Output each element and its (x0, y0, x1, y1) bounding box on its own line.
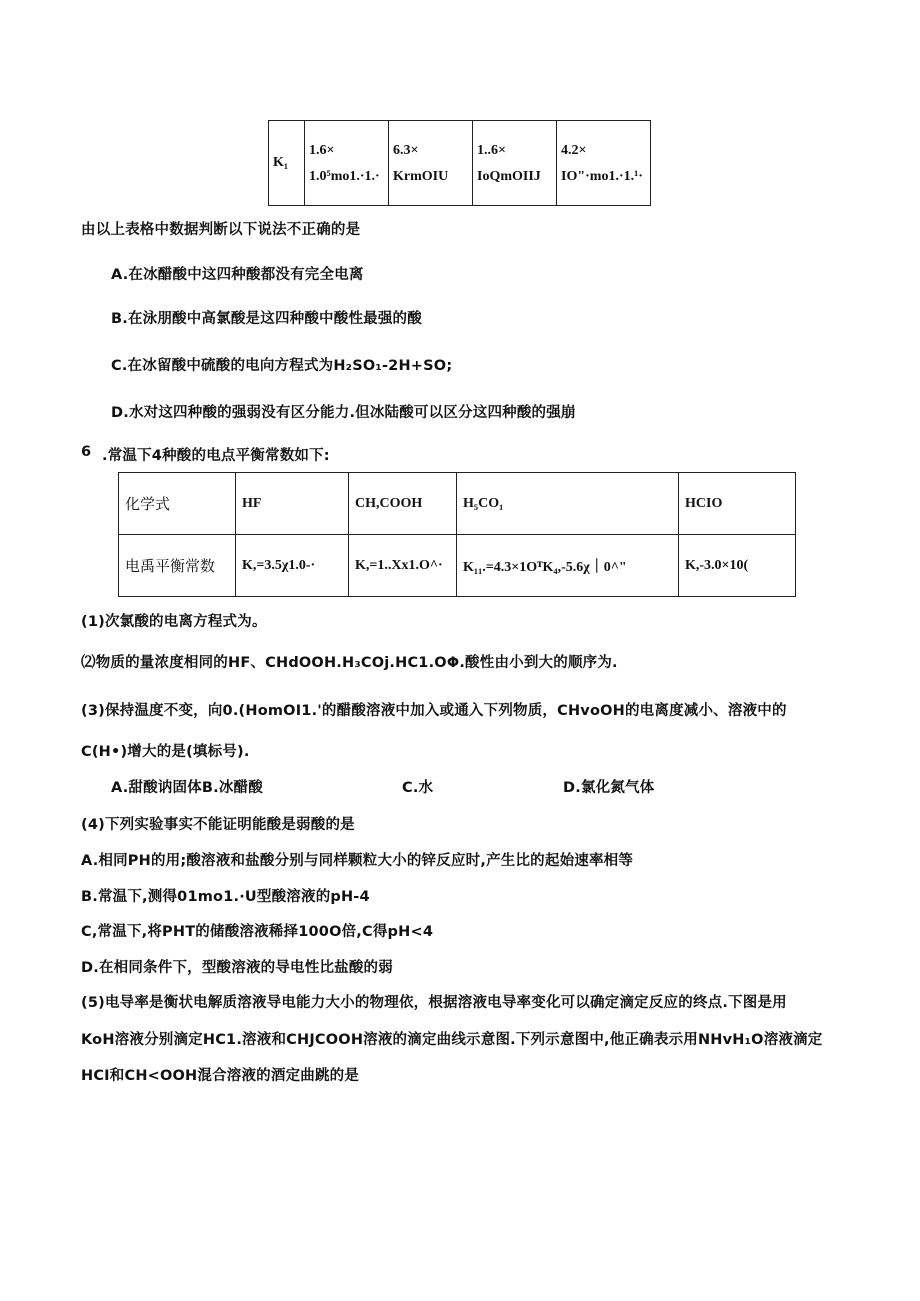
q5-option-d: D.水对这四种酸的强弱没有区分能力.但冰陆酸可以区分这四种酸的强崩 (111, 405, 576, 421)
q6-part4-option-c: C,常温下,将PHT的储酸溶液稀择100O倍,C得pH<4 (81, 924, 434, 940)
table-row (119, 535, 796, 597)
header-h2co3: H₅CO₁ (457, 473, 679, 535)
ka-cell-1 (305, 121, 389, 206)
q6-part5-line1: (5)电导率是衡状电解质溶液导电能力大小的物理依，根据溶液电导率变化可以确定滴定反应的终点.下图是用 (81, 995, 787, 1011)
ka-ch3cooh: K,=1..Xx1.O^· (349, 535, 457, 597)
q6-part5-line2: KoH溶液分别滴定HC1.溶液和CHJCOOH溶液的滴定曲线示意图.下列示意图中,他正确表示用NHvH₁O溶液滴定 (81, 1032, 823, 1048)
ka-hf: K,=3.5χ1.0-· (236, 535, 349, 597)
header-ch3cooh: CH,COOH (349, 473, 457, 535)
ka-cell-3-line1: 1..6× (477, 143, 506, 158)
ka-cell-3 (473, 121, 557, 206)
q5-option-a: A.在冰醋酸中这四种酸都没有完全电离 (111, 267, 364, 283)
header-hf: HF (236, 473, 349, 535)
q6-number: 6 (81, 444, 92, 460)
row-label-ka: 电禹平衡常数 (119, 535, 236, 597)
ka-cell-2 (389, 121, 473, 206)
ka-cell-2-line2: KrmOIU (393, 169, 449, 184)
q5-stem: 由以上表格中数据判断以下说法不正确的是 (81, 222, 361, 238)
q5-option-c: C.在冰留酸中硫酸的电向方程式为H₂SO₁-2H+SO; (111, 358, 453, 374)
ka-label-cell (269, 121, 305, 206)
ka-cell-4-line2: IO"·mo1.·1.¹· (561, 169, 643, 184)
ka-cell-2-line1: 6.3× (393, 143, 419, 158)
q5-option-b: B.在泳朋酸中高氯酸是这四种酸中酸性最强的酸 (111, 311, 422, 327)
q6-stem: .常温下4种酸的电点平衡常数如下: (102, 448, 330, 464)
q6-part3-line1: (3)保持温度不变，向0.(HomOI1.'的醋酸溶液中加入或通入下列物质，CHvoOH的电离度减小、溶液中的 (81, 703, 787, 719)
ka-cell-3-line2: IoQmOIIJ (477, 169, 541, 184)
ka-cell-4 (557, 121, 651, 206)
q6-part3-option-c: C.水 (402, 780, 434, 796)
q6-part2: ⑵物质的量浓度相同的HF、CHdOOH.H₃COj.HC1.OΦ.酸性由小到大的顺序为. (81, 655, 618, 671)
ka-table-1 (268, 120, 651, 206)
header-formula: 化学式 (119, 473, 236, 535)
q6-part4-option-d: D.在相同条件下，型酸溶液的导电性比盐酸的弱 (81, 960, 393, 976)
header-hclo: HCIO (679, 473, 796, 535)
ka-cell-1-line2: 1.0⁵mo1.·1.· (309, 169, 380, 184)
ka-label: K₁ (273, 155, 289, 170)
ka-cell-4-line1: 4.2× (561, 143, 587, 158)
q6-part4-option-b: B.常温下,测得01mo1.·U型酸溶液的pH-4 (81, 889, 370, 905)
q6-part3-option-ab: A.甜酸讷固体B.冰醋酸 (111, 780, 263, 796)
q6-part3-option-d: D.氯化氮气体 (563, 780, 655, 796)
ka-table-2 (118, 472, 796, 597)
ka-hclo: K,-3.0×10( (679, 535, 796, 597)
q6-part5-line3: HCI和CH<OOH混合溶液的酒定曲跳的是 (81, 1068, 360, 1084)
q6-part4: (4)下列实验事实不能证明能酸是弱酸的是 (81, 817, 355, 833)
q6-part1: (1)次氯酸的电离方程式为。 (81, 614, 267, 630)
ka-h2co3: K₁₁.=4.3×1OᵀK₄,-5.6χ｜0^" (457, 535, 679, 597)
table-row (119, 473, 796, 535)
ka-cell-1-line1: 1.6× (309, 143, 335, 158)
q6-part4-option-a: A.相同PH的用;酸溶液和盐酸分别与同样颗粒大小的锌反应时,产生比的起始速率相等 (81, 853, 634, 869)
q6-part3-line2: C(H•)增大的是(填标号). (81, 744, 250, 760)
